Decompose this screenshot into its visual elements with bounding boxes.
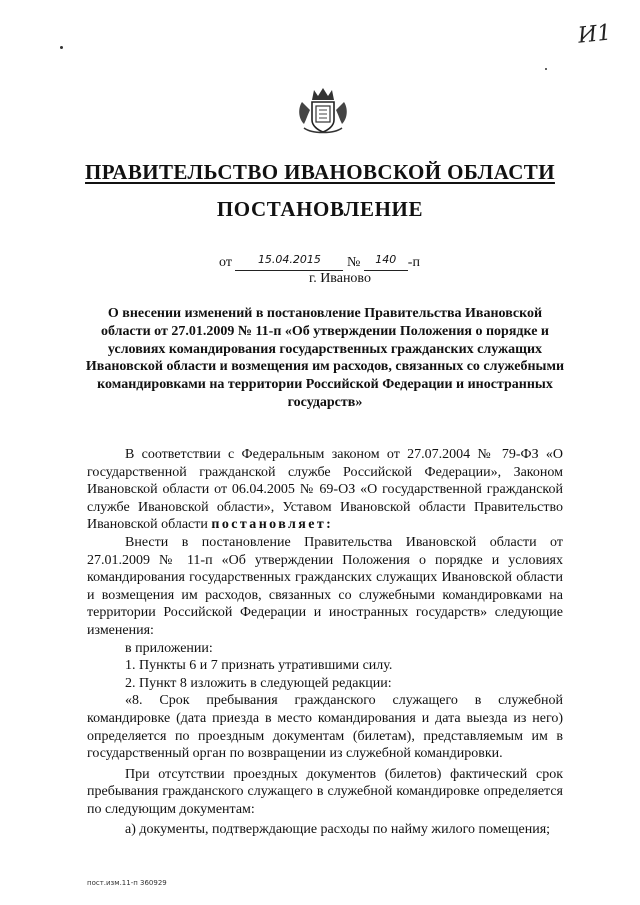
body-paragraph: 2. Пункт 8 изложить в следующей редакции:	[125, 675, 392, 691]
decree-subject-heading: О внесении изменений в постановление Правительства Ивановской области от 27.01.2009 № 11-п «Об утверждении Положения о порядке и условиях командирования государственных гражданских служащих Ивановской области и возмещения им расходов, связанных со служебными командировками на территории Российской Федерации и иностранных государств»	[85, 306, 565, 410]
document-type-title: ПОСТАНОВЛЕНИЕ	[216, 197, 424, 221]
date-value: 15.04.2015	[257, 253, 321, 266]
number-suffix: -п	[407, 255, 420, 270]
coat-of-arms-emblem	[296, 86, 350, 136]
date-field	[235, 255, 343, 271]
number-sign: №	[346, 255, 361, 270]
body-paragraph: в приложении:	[125, 640, 213, 656]
scan-speck	[545, 68, 547, 70]
decree-date-number-line	[219, 255, 420, 271]
decree-body	[87, 446, 563, 839]
government-title: ПРАВИТЕЛЬСТВО ИВАНОВСКОЙ ОБЛАСТИ	[85, 160, 555, 184]
body-paragraph: 1. Пункты 6 и 7 признать утратившими силу.	[125, 658, 393, 674]
body-paragraph: При отсутствии проездных документов (билетов) фактический срок пребывания гражданского служащего в служебной командировке определяется по следующим документам:	[87, 766, 563, 817]
place-of-issue: г. Иваново	[309, 271, 371, 286]
preamble-paragraph	[87, 446, 563, 534]
scan-speck	[60, 46, 63, 49]
handwritten-corner-mark: И1	[576, 20, 613, 49]
body-paragraph: Внести в постановление Правительства Ивановской области от 27.01.2009 № 11-п «Об утверждении Положения о порядке и условиях командирования государственных гражданских служащих Ивановской области и возмещения им расходов, связанных со служебными командировками на территории Российской Федерации и иностранных государств» следующие изменения:	[87, 534, 563, 638]
body-paragraph: а) документы, подтверждающие расходы по найму жилого помещения;	[125, 822, 551, 838]
number-field	[364, 255, 408, 271]
number-value: 140	[375, 253, 397, 266]
document-footer-code: пост.изм.11-п 360929	[87, 879, 167, 887]
preamble-text: В соответствии с Федеральным законом от 27.07.2004 № 79-ФЗ «О государственной гражданской службе Российской Федерации», Законом Ивановской области от 06.04.2005 № 69-ОЗ «О государственной гражданской службе Ивановской области», Уставом Ивановской области Правительство Ивановской области	[87, 447, 563, 533]
body-paragraph: «8. Срок пребывания гражданского служащего в служебной командировке (дата приезда в место командирования и дата выезда из него) определяется по проездным документам (билетам), представляемым им в государственный орган по возвращении из служебной командировки.	[87, 693, 563, 762]
date-prefix: от	[219, 255, 232, 270]
resolves-word: постановляет:	[211, 517, 334, 533]
